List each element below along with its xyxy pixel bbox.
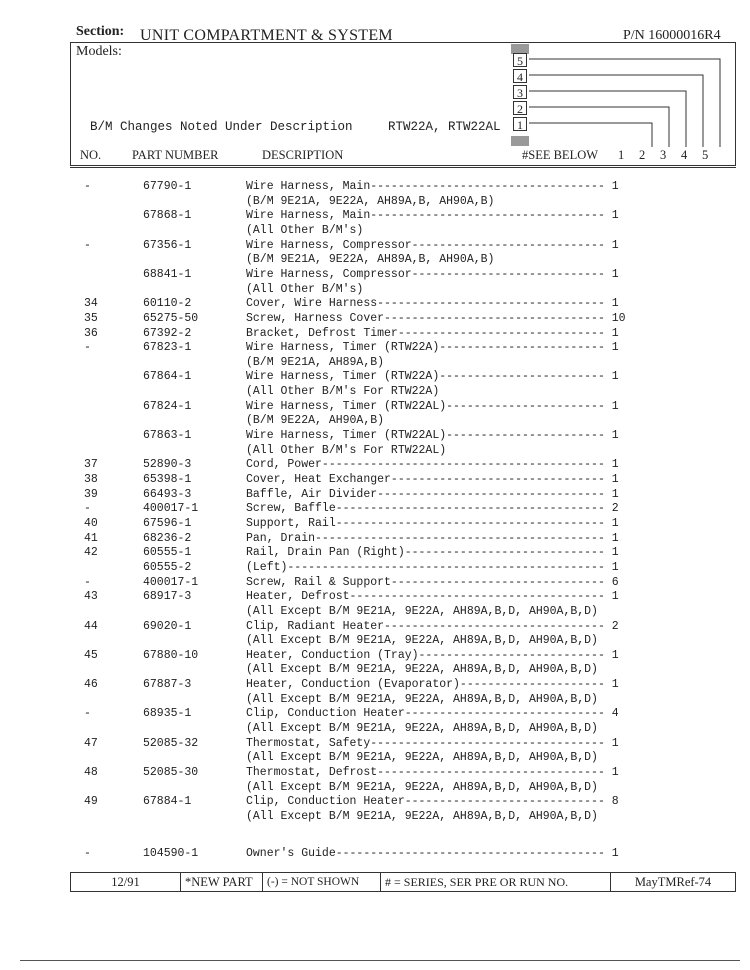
item-part-number: 67824-1 <box>143 399 192 413</box>
item-description: Bracket, Defrost Timer------------------------------ 1 <box>246 326 619 340</box>
item-part-number: 68236-2 <box>143 531 192 545</box>
item-number: 35 <box>84 311 98 325</box>
model-list: RTW22A, RTW22AL <box>388 120 501 134</box>
item-description: Wire Harness, Timer (RTW22AL)----------------------- 1 <box>246 429 619 443</box>
item-number: 37 <box>84 458 98 472</box>
item-part-number: 60555-2 <box>143 560 192 574</box>
item-number: 41 <box>84 531 98 545</box>
tier-3: 3 <box>513 85 527 99</box>
item-part-number: 52085-32 <box>143 736 199 750</box>
item-number: 48 <box>84 766 98 779</box>
item-number: 46 <box>84 678 98 692</box>
item-part-number: 400017-1 <box>143 502 199 516</box>
item-description: (Left)---------------------------------------------- 1 <box>246 560 619 574</box>
item-description: Thermostat, Defrost--------------------------------- 1 <box>246 766 619 779</box>
bottom-rule <box>20 960 740 961</box>
item-number: 45 <box>84 648 98 662</box>
item-description: (B/M 9E21A, 9E22A, AH89A,B, AH90A,B) <box>246 194 495 208</box>
item-part-number: 52890-3 <box>143 458 192 472</box>
item-description: Owner's Guide--------------------------------------- 1 <box>246 846 619 860</box>
item-part-number: 68935-1 <box>143 707 192 721</box>
item-part-number: 67863-1 <box>143 429 192 443</box>
item-number: - <box>84 180 91 193</box>
item-description: Pan, Drain------------------------------------------ 1 <box>246 531 619 545</box>
item-part-number: 60110-2 <box>143 297 192 311</box>
item-part-number: 69020-1 <box>143 619 192 633</box>
col-series-5: 5 <box>702 148 709 162</box>
bm-change-note: B/M Changes Noted Under Description <box>90 120 353 134</box>
item-description: Support, Rail--------------------------------------- 1 <box>246 516 619 530</box>
item-part-number: 67887-3 <box>143 678 192 692</box>
item-description: (All Other B/M's For RTW22A) <box>246 385 440 399</box>
item-part-number: 66493-3 <box>143 487 192 501</box>
item-number: 49 <box>84 795 98 809</box>
tier-4: 4 <box>513 69 527 83</box>
col-part-number: PART NUMBER <box>132 148 219 162</box>
col-series-2: 2 <box>639 148 646 162</box>
item-part-number: 67596-1 <box>143 516 192 530</box>
col-series-3: 3 <box>660 148 667 162</box>
item-description: (All Except B/M 9E21A, 9E22A, AH89A,B,D, AH90A,B,D) <box>246 692 598 706</box>
item-number: - <box>84 502 91 516</box>
footer-ref: MayTMRef-74 <box>634 875 712 889</box>
item-description: Clip, Conduction Heater----------------------------- 4 <box>246 707 619 721</box>
item-number: 36 <box>84 326 98 340</box>
footer-bar <box>70 872 736 892</box>
item-part-number: 67790-1 <box>143 180 192 193</box>
item-description: Wire Harness, Compressor---------------------------- 1 <box>246 267 619 281</box>
item-number: - <box>84 341 91 355</box>
footer-date: 12/91 <box>71 873 181 891</box>
item-part-number: 67880-10 <box>143 648 199 662</box>
tier-5: 5 <box>513 53 527 67</box>
item-part-number: 67864-1 <box>143 370 192 384</box>
footer-new-part: *NEW PART <box>181 873 263 891</box>
item-description: Cord, Power----------------------------------------- 1 <box>246 458 619 472</box>
item-description: Heater, Conduction (Evaporator)--------------------- 1 <box>246 678 619 692</box>
item-number: 38 <box>84 473 98 486</box>
col-series-1: 1 <box>618 148 625 162</box>
item-part-number: 68917-3 <box>143 590 192 604</box>
item-number: 39 <box>84 487 98 501</box>
item-number: - <box>84 238 91 252</box>
col-no: NO. <box>80 148 102 162</box>
section-label: Section: <box>76 24 125 39</box>
item-number: - <box>84 846 91 860</box>
item-part-number: 67868-1 <box>143 209 192 223</box>
item-description: Cover, Wire Harness--------------------------------- 1 <box>246 297 619 311</box>
footer-not-shown: (-) = NOT SHOWN <box>263 873 381 891</box>
item-description: Wire Harness, Compressor---------------------------- 1 <box>246 238 619 252</box>
item-description: Screw, Baffle--------------------------------------- 2 <box>246 502 619 516</box>
item-number: - <box>84 575 91 589</box>
item-part-number: 65275-50 <box>143 311 199 325</box>
item-description: Clip, Conduction Heater----------------------------- 8 <box>246 795 619 809</box>
item-part-number: 67884-1 <box>143 795 192 809</box>
item-description: Heater, Defrost------------------------------------- 1 <box>246 590 619 604</box>
item-number: 34 <box>84 297 98 311</box>
item-number: 40 <box>84 516 98 530</box>
item-part-number: 65398-1 <box>143 473 192 486</box>
item-description: Screw, Harness Cover-------------------------------- 10 <box>246 311 626 325</box>
models-label: Models: <box>76 44 122 59</box>
item-part-number: 400017-1 <box>143 575 199 589</box>
item-description: Wire Harness, Main---------------------------------- 1 <box>246 180 619 193</box>
column-header <box>70 144 736 168</box>
item-description: Clip, Radiant Heater-------------------------------- 2 <box>246 619 619 633</box>
item-part-number: 68841-1 <box>143 267 192 281</box>
item-description: Wire Harness, Main---------------------------------- 1 <box>246 209 619 223</box>
item-description: Cover, Heat Exchanger------------------------------- 1 <box>246 473 619 486</box>
item-description: (B/M 9E22A, AH90A,B) <box>246 414 385 428</box>
item-number: - <box>84 707 91 721</box>
tier-2: 2 <box>513 101 527 115</box>
section-title: UNIT COMPARTMENT & SYSTEM <box>140 27 393 44</box>
item-description: (All Except B/M 9E21A, 9E22A, AH89A,B,D, AH90A,B,D) <box>246 634 598 648</box>
item-description: (All Except B/M 9E21A, 9E22A, AH89A,B,D, AH90A,B,D) <box>246 809 598 823</box>
item-description: Wire Harness, Timer (RTW22AL)----------------------- 1 <box>246 399 619 413</box>
series-tier-diagram <box>505 44 736 152</box>
item-description: (All Other B/M's) <box>246 223 364 237</box>
part-number: P/N 16000016R4 <box>623 28 721 43</box>
item-description: (All Except B/M 9E21A, 9E22A, AH89A,B,D, AH90A,B,D) <box>246 751 598 765</box>
item-description: Wire Harness, Timer (RTW22A)------------------------ 1 <box>246 370 619 384</box>
tier-1: 1 <box>513 117 527 131</box>
item-part-number: 52085-30 <box>143 766 199 779</box>
item-part-number: 67356-1 <box>143 238 192 252</box>
col-description: DESCRIPTION <box>262 148 344 162</box>
col-see-below: #SEE BELOW <box>522 148 599 162</box>
item-part-number: 67823-1 <box>143 341 192 355</box>
item-part-number: 104590-1 <box>143 846 199 860</box>
item-description: (All Except B/M 9E21A, 9E22A, AH89A,B,D, AH90A,B,D) <box>246 663 598 677</box>
item-description: (All Except B/M 9E21A, 9E22A, AH89A,B,D, AH90A,B,D) <box>246 722 598 736</box>
item-description: Thermostat, Safety---------------------------------- 1 <box>246 736 619 750</box>
item-description: (All Other B/M's) <box>246 282 364 296</box>
item-number: 42 <box>84 546 98 560</box>
item-part-number: 60555-1 <box>143 546 192 560</box>
item-number: 47 <box>84 736 98 750</box>
item-description: (All Except B/M 9E21A, 9E22A, AH89A,B,D, AH90A,B,D) <box>246 780 598 794</box>
item-description: Heater, Conduction (Tray)--------------------------- 1 <box>246 648 619 662</box>
item-number: 43 <box>84 590 98 604</box>
item-description: Wire Harness, Timer (RTW22A)------------------------ 1 <box>246 341 619 355</box>
item-part-number: 67392-2 <box>143 326 192 340</box>
item-description: (B/M 9E21A, 9E22A, AH89A,B, AH90A,B) <box>246 253 495 267</box>
item-description: Baffle, Air Divider--------------------------------- 1 <box>246 487 619 501</box>
footer-series-note: # = SERIES, SER PRE OR RUN NO. <box>381 873 611 891</box>
item-number: 44 <box>84 619 98 633</box>
item-description: Screw, Rail & Support------------------------------- 6 <box>246 575 619 589</box>
item-description: (B/M 9E21A, AH89A,B) <box>246 355 385 369</box>
col-series-4: 4 <box>681 148 688 162</box>
item-description: (All Other B/M's For RTW22AL) <box>246 443 447 457</box>
item-description: Rail, Drain Pan (Right)----------------------------- 1 <box>246 546 619 560</box>
item-description: (All Except B/M 9E21A, 9E22A, AH89A,B,D, AH90A,B,D) <box>246 604 598 618</box>
